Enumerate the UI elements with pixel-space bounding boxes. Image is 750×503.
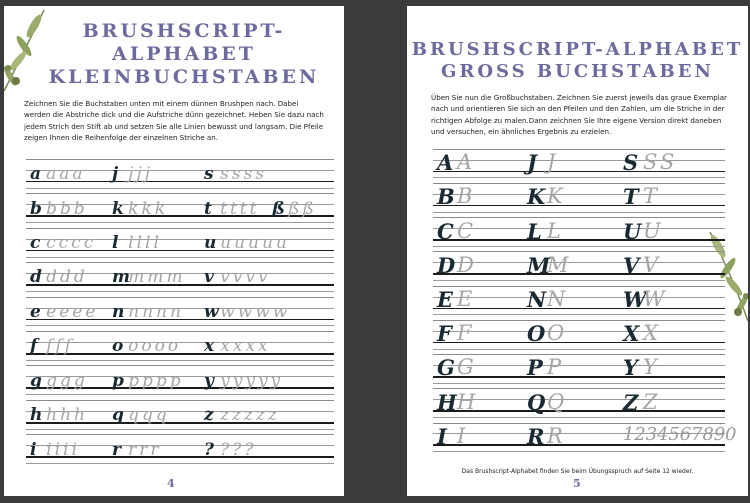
- tracing-letters: ggg: [46, 370, 88, 391]
- tracing-letters: X: [642, 321, 661, 346]
- title-line: BRUSHSCRIPT-ALPHABET: [411, 39, 744, 60]
- guide-line: [26, 325, 334, 326]
- guide-line: [26, 257, 334, 258]
- example-letter: l: [112, 233, 120, 254]
- example-letter: e: [30, 301, 42, 322]
- example-letter: U: [623, 218, 643, 244]
- tracing-letters: ssss: [220, 164, 268, 185]
- footnote: Das Brushscript-Alphabet finden Sie beim Übungsspruch auf Seite 12 wieder.: [461, 468, 694, 475]
- tracing-letters: ???: [220, 439, 257, 460]
- example-letter: g: [30, 370, 43, 391]
- tracing-letters: hhh: [46, 405, 88, 426]
- tracing-letters: tttt: [220, 198, 260, 219]
- right-page: [407, 6, 748, 496]
- guide-line: [433, 376, 725, 378]
- page-number: 4: [167, 477, 175, 490]
- title-line: BRUSHSCRIPT-: [82, 20, 286, 42]
- tracing-letters: llll: [128, 233, 162, 254]
- tracing-letters: oooo: [128, 336, 182, 357]
- example-letter: m: [112, 267, 131, 288]
- tracing-letters: N: [546, 286, 569, 311]
- guide-line: [26, 400, 334, 401]
- tracing-letters: Q: [546, 389, 568, 414]
- tracing-letters: Z: [642, 389, 661, 414]
- guide-line: [433, 320, 725, 321]
- guide-line: [433, 194, 725, 195]
- example-letter: x: [204, 336, 216, 357]
- tracing-letters: eeee: [46, 301, 99, 322]
- page-number: 5: [573, 477, 581, 490]
- example-letter: I: [437, 423, 448, 449]
- guide-line: [433, 280, 725, 281]
- guide-line: [26, 463, 334, 464]
- example-letter: j: [112, 164, 120, 185]
- example-letter: T: [623, 184, 640, 210]
- example-letter: X: [623, 321, 641, 347]
- guide-line: [433, 246, 725, 247]
- guide-line: [433, 228, 725, 229]
- example-letter: E: [437, 286, 455, 312]
- intro-text: Üben Sie nun die Großbuchstaben. Zeichnen Sie zuerst jeweils das graue Exemplar nach und orientieren Sie sich an den Pfeilen und den Zahlen, um die Striche in der richtigen Abfolge zu malen.Dann zeichnen Sie Ihre eigene Version direkt daneben und versuchen, ein ähnliches Ergebnis zu erzielen.: [431, 93, 727, 136]
- guide-line: [433, 239, 725, 241]
- tracing-letters: Y: [642, 355, 660, 380]
- example-letter: s: [204, 164, 215, 185]
- guide-line: [433, 314, 725, 315]
- tracing-letters: A: [456, 150, 476, 175]
- title-line: GROSS BUCHSTABEN: [441, 61, 714, 82]
- guide-line: [433, 349, 725, 350]
- guide-line: [26, 291, 334, 292]
- guide-line: [433, 286, 725, 287]
- guide-line: [26, 193, 334, 194]
- guide-line: [433, 160, 725, 161]
- example-letter: ß: [272, 198, 286, 219]
- example-letter: y: [204, 370, 215, 391]
- tracing-letters: E: [456, 286, 476, 311]
- example-letter: B: [437, 184, 456, 210]
- tracing-letters: uuuuu: [220, 233, 290, 254]
- guide-line: [433, 354, 725, 355]
- tracing-letters: rrr: [128, 439, 162, 460]
- example-letter: K: [527, 184, 547, 210]
- lowercase-practice-sheet: [26, 156, 334, 466]
- guide-line: [26, 188, 334, 189]
- left-page: [4, 6, 344, 496]
- page-title: [44, 20, 324, 89]
- tracing-letters: D: [456, 252, 477, 277]
- tracing-letters: iiii: [46, 439, 80, 460]
- guide-line: [26, 159, 334, 160]
- guide-line: [433, 205, 725, 207]
- guide-line: [433, 217, 725, 218]
- tracing-letters: C: [456, 218, 477, 243]
- tracing-letters: H: [456, 389, 479, 414]
- example-letter: t: [204, 198, 213, 219]
- example-letter: R: [527, 423, 546, 449]
- guide-line: [26, 365, 334, 366]
- example-letter: C: [437, 218, 455, 244]
- guide-line: [26, 360, 334, 361]
- tracing-letters: SS: [642, 150, 678, 175]
- example-letter: ?: [204, 439, 215, 460]
- example-letter: q: [112, 405, 125, 426]
- tracing-letters: B: [456, 184, 476, 209]
- example-letter: W: [623, 286, 648, 312]
- example-letter: 1234567890: [623, 423, 737, 445]
- guide-line: [433, 383, 725, 384]
- tracing-letters: T: [642, 184, 660, 209]
- tracing-letters: yyyyy: [220, 370, 284, 391]
- guide-line: [433, 171, 725, 173]
- example-letter: L: [527, 218, 543, 244]
- tracing-letters: ddd: [46, 267, 88, 288]
- example-letter: c: [30, 233, 42, 254]
- guide-line: [26, 394, 334, 395]
- tracing-letters: O: [546, 321, 568, 346]
- tracing-letters: qqq: [128, 405, 170, 426]
- example-letter: J: [527, 150, 538, 176]
- guide-line: [26, 262, 334, 263]
- example-letter: A: [437, 150, 455, 176]
- guide-line: [433, 308, 725, 310]
- example-letter: r: [112, 439, 122, 460]
- tracing-letters: L: [546, 218, 564, 243]
- tracing-letters: R: [546, 423, 566, 448]
- guide-line: [433, 331, 725, 332]
- guide-line: [26, 228, 334, 229]
- example-letter: H: [437, 389, 458, 415]
- tracing-letters: fff: [46, 336, 75, 357]
- tracing-letters: V: [642, 252, 662, 277]
- example-letter: p: [112, 370, 125, 391]
- guide-line: [433, 417, 725, 418]
- example-letter: F: [437, 321, 453, 347]
- guide-line: [26, 297, 334, 298]
- tracing-letters: U: [642, 218, 664, 243]
- tracing-letters: J: [546, 150, 559, 175]
- example-letter: d: [30, 267, 43, 288]
- tracing-letters: W: [642, 286, 668, 311]
- example-letter: D: [437, 252, 457, 278]
- tracing-letters: G: [456, 355, 477, 380]
- tracing-letters: P: [546, 355, 565, 380]
- example-letter: O: [527, 321, 547, 347]
- tracing-letters: M: [546, 252, 572, 277]
- guide-line: [26, 222, 334, 223]
- guide-line: [26, 429, 334, 430]
- guide-line: [433, 149, 725, 150]
- tracing-letters: K: [546, 184, 566, 209]
- page-title: [407, 39, 748, 83]
- example-letter: n: [112, 301, 126, 322]
- guide-line: [26, 331, 334, 332]
- guide-line: [433, 297, 725, 298]
- example-letter: Y: [623, 355, 639, 381]
- example-letter: i: [30, 439, 38, 460]
- tracing-letters: xxxx: [220, 336, 271, 357]
- tracing-letters: aaa: [46, 164, 86, 185]
- guide-line: [433, 342, 725, 344]
- example-letter: o: [112, 336, 125, 357]
- example-letter: N: [527, 286, 548, 312]
- tracing-letters: wwww: [220, 301, 291, 322]
- example-letter: f: [30, 336, 39, 357]
- tracing-letters: zzzzz: [220, 405, 280, 426]
- tracing-letters: bbb: [46, 198, 88, 219]
- intro-text: Zeichnen Sie die Buchstaben unten mit einem dünnen Brushpen nach. Dabei werden die Abstriche dick und die Aufstriche dünn gezeichnet. Heben Sie dazu nach jedem Strich den Stift ab und setzen Sie alle Linien bewusst und langsam. Die Pfeile zeigen Ihnen die Reihenfolge der einzelnen Striche an.: [24, 99, 324, 142]
- tracing-letters: kkk: [128, 198, 169, 219]
- example-letter: a: [30, 164, 43, 185]
- tracing-letters: I: [456, 423, 469, 448]
- example-letter: v: [204, 267, 215, 288]
- tracing-letters: nnnn: [128, 301, 184, 322]
- example-letter: h: [30, 405, 44, 426]
- tracing-letters: ßß: [288, 198, 317, 219]
- guide-line: [433, 451, 725, 452]
- guide-line: [433, 183, 725, 184]
- tracing-letters: mmm: [128, 267, 186, 288]
- example-letter: G: [437, 355, 456, 381]
- guide-line: [433, 212, 725, 213]
- example-letter: z: [204, 405, 215, 426]
- guide-line: [433, 177, 725, 178]
- tracing-letters: pppp: [128, 370, 184, 391]
- example-letter: k: [112, 198, 125, 219]
- example-letter: P: [527, 355, 544, 381]
- guide-line: [26, 434, 334, 435]
- example-letter: V: [623, 252, 641, 278]
- example-letter: w: [204, 301, 220, 322]
- example-letter: Q: [527, 389, 547, 415]
- example-letter: b: [30, 198, 43, 219]
- olive-branch-illustration: [4, 6, 48, 96]
- uppercase-practice-sheet: [433, 146, 737, 454]
- example-letter: u: [204, 233, 218, 254]
- title-line: KLEINBUCHSTABEN: [48, 66, 320, 88]
- guide-line: [433, 365, 725, 366]
- example-letter: Z: [623, 389, 640, 415]
- example-letter: S: [623, 150, 640, 176]
- tracing-letters: cccc: [46, 233, 97, 254]
- tracing-letters: vvvv: [220, 267, 271, 288]
- tracing-letters: F: [456, 321, 475, 346]
- example-letter: M: [527, 252, 552, 278]
- tracing-letters: jjj: [128, 164, 153, 185]
- title-line: ALPHABET: [112, 43, 256, 65]
